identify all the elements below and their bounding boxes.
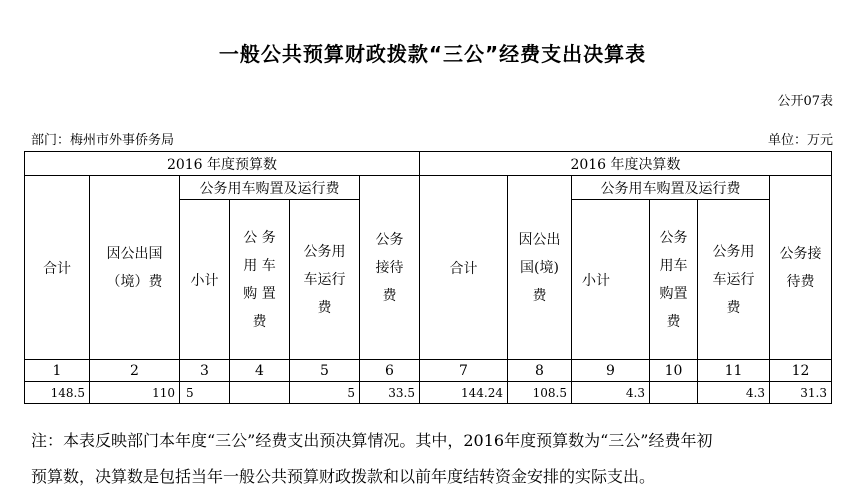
index-cell: 8 bbox=[508, 360, 572, 382]
final-header: 2016 年度决算数 bbox=[420, 152, 832, 176]
data-cell: 108.5 bbox=[508, 382, 572, 404]
budget-reception-header: 公务 接待 费 bbox=[360, 176, 420, 360]
budget-subtotal-header: 小计 bbox=[180, 200, 230, 360]
budget-running-header: 公务用 车运行 费 bbox=[290, 200, 360, 360]
footnote bbox=[31, 423, 841, 495]
data-cell: 5 bbox=[290, 382, 360, 404]
data-cell bbox=[650, 382, 698, 404]
index-cell: 5 bbox=[290, 360, 360, 382]
data-cell: 148.5 bbox=[25, 382, 90, 404]
budget-vehicle-group-header: 公务用车购置及运行费 bbox=[180, 176, 360, 200]
data-cell: 4.3 bbox=[698, 382, 770, 404]
unit-label: 单位：万元 bbox=[767, 133, 833, 148]
budget-purchase-header: 公 务 用 车 购 置 费 bbox=[230, 200, 290, 360]
data-cell: 5 bbox=[180, 382, 230, 404]
index-cell: 7 bbox=[420, 360, 508, 382]
page-title: 一般公共预算财政拨款“三公”经费支出决算表 bbox=[218, 42, 647, 66]
expense-table bbox=[24, 151, 832, 404]
index-cell: 11 bbox=[698, 360, 770, 382]
data-cell: 31.3 bbox=[770, 382, 832, 404]
index-cell: 10 bbox=[650, 360, 698, 382]
data-cell: 33.5 bbox=[360, 382, 420, 404]
index-cell: 6 bbox=[360, 360, 420, 382]
index-cell: 3 bbox=[180, 360, 230, 382]
data-row bbox=[25, 382, 832, 404]
index-cell: 2 bbox=[90, 360, 180, 382]
budget-header: 2016 年度预算数 bbox=[25, 152, 420, 176]
final-running-header: 公务用 车运行 费 bbox=[698, 200, 770, 360]
index-cell: 12 bbox=[770, 360, 832, 382]
form-code: 公开07表 bbox=[777, 94, 833, 109]
data-cell: 144.24 bbox=[420, 382, 508, 404]
index-cell: 9 bbox=[572, 360, 650, 382]
data-cell: 110 bbox=[90, 382, 180, 404]
final-subtotal-header: 小计 bbox=[572, 200, 650, 360]
final-total-header: 合计 bbox=[420, 176, 508, 360]
footnote-line: 预算数，决算数是包括当年一般公共预算财政拨款和以前年度结转资金安排的实际支出。 bbox=[31, 467, 656, 486]
final-reception-header: 公务接 待费 bbox=[770, 176, 832, 360]
budget-total-header: 合计 bbox=[25, 176, 90, 360]
index-cell: 1 bbox=[25, 360, 90, 382]
index-cell: 4 bbox=[230, 360, 290, 382]
data-cell bbox=[230, 382, 290, 404]
final-purchase-header: 公务 用车 购置 费 bbox=[650, 200, 698, 360]
department-label: 部门：梅州市外事侨务局 bbox=[31, 133, 175, 148]
budget-abroad-header: 因公出国 （境）费 bbox=[90, 176, 180, 360]
footnote-line: 注：本表反映部门本年度“三公”经费支出预决算情况。其中，2016年度预算数为“三公”经费年初 bbox=[31, 431, 713, 450]
final-vehicle-group-header: 公务用车购置及运行费 bbox=[572, 176, 770, 200]
final-abroad-header: 因公出 国(境) 费 bbox=[508, 176, 572, 360]
data-cell: 4.3 bbox=[572, 382, 650, 404]
index-row bbox=[25, 360, 832, 382]
